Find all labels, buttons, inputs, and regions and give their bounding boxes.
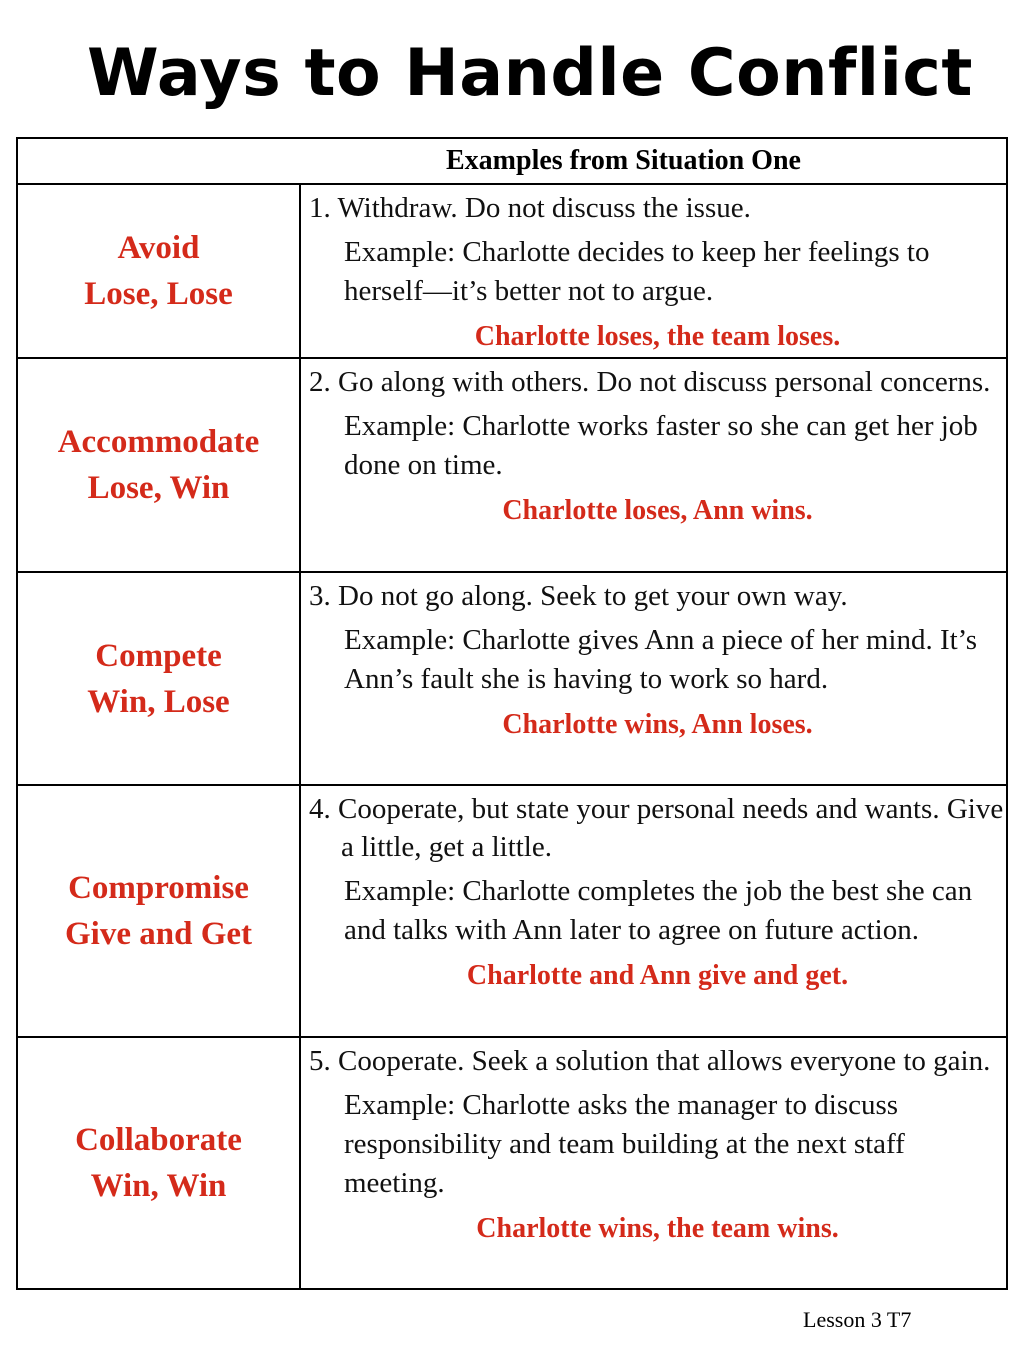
table-row-compromise (17, 785, 1007, 1037)
strategy-name: Accommodate (57, 424, 260, 460)
example-cell (300, 785, 1007, 1037)
strategy-cell (17, 1037, 300, 1289)
example-text: Example: Charlotte asks the manager to discuss responsibility and team building at the next staff meeting. (344, 1089, 905, 1199)
table-header-row (17, 138, 1007, 184)
table-row-collaborate (17, 1037, 1007, 1289)
table-header: Examples from Situation One (17, 138, 1007, 184)
example-text: Example: Charlotte works faster so she can get her job done on time. (344, 410, 978, 481)
outcome-text: Charlotte wins, Ann loses. (502, 709, 813, 740)
strategy-cell (17, 358, 300, 572)
lesson-label: Lesson 3 T7 (803, 1307, 912, 1332)
step-text: 1. Withdraw. Do not discuss the issue. (309, 192, 751, 224)
strategy-result: Win, Lose (87, 683, 230, 720)
step-text: 4. Cooperate, but state your personal needs and wants. Give a little, get a little. (309, 793, 1004, 863)
step-text: 5. Cooperate. Seek a solution that allows everyone to gain. (309, 1045, 991, 1077)
table-row-compete (17, 572, 1007, 785)
strategy-name: Compete (95, 637, 222, 674)
page-title: Ways to Handle Conflict (87, 36, 973, 111)
strategy-cell (17, 184, 300, 358)
example-text: Example: Charlotte completes the job the best she can and talks with Ann later to agree on future action. (344, 875, 973, 946)
strategy-name: Avoid (117, 230, 200, 266)
strategy-result: Win, Win (90, 1168, 227, 1204)
strategy-result: Lose, Win (87, 470, 230, 506)
example-cell (300, 572, 1007, 785)
table-row-avoid (17, 184, 1007, 358)
outcome-text: Charlotte loses, the team loses. (474, 321, 841, 352)
table-row-accommodate (17, 358, 1007, 572)
example-cell (300, 184, 1007, 358)
example-text: Example: Charlotte decides to keep her feelings to herself—it’s better not to argue. (344, 236, 930, 307)
example-cell (300, 358, 1007, 572)
strategy-result: Lose, Lose (84, 276, 233, 312)
conflict-strategies-table (16, 137, 1008, 1290)
strategy-name: Collaborate (75, 1122, 242, 1158)
outcome-text: Charlotte and Ann give and get. (466, 960, 849, 991)
example-cell (300, 1037, 1007, 1289)
example-text: Example: Charlotte gives Ann a piece of her mind. It’s Ann’s fault she is having to work so hard. (344, 624, 978, 695)
outcome-text: Charlotte wins, the team wins. (476, 1213, 839, 1244)
step-text: 3. Do not go along. Seek to get your own way. (309, 580, 848, 612)
step-text: 2. Go along with others. Do not discuss personal concerns. (309, 366, 991, 398)
strategy-result: Give and Get (65, 916, 252, 952)
strategy-cell (17, 785, 300, 1037)
strategy-cell (17, 572, 300, 785)
outcome-text: Charlotte loses, Ann wins. (502, 495, 813, 526)
strategy-name: Compromise (68, 870, 249, 906)
